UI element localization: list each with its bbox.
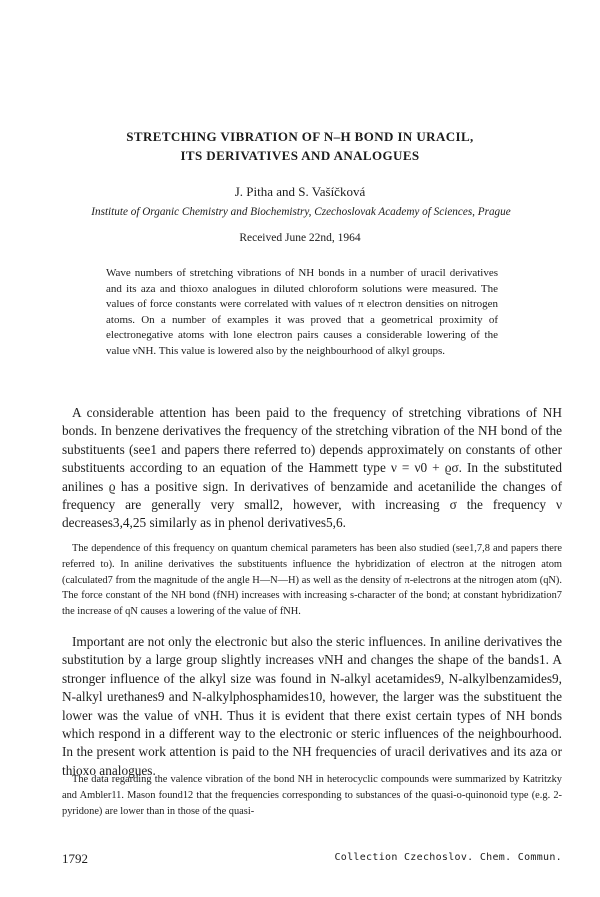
paragraph-2: The dependence of this frequency on quantum chemical parameters has been also studied (see1,7,8 and papers there referred to). In aniline derivatives the substituents influence the hybridization of electron at the nitrogen atom (calculated7 from the magnitude of the angle H—N—H) as well as the density of π-electrons at the nitrogen atom (qN). The force constant of the NH bond (fNH) increases with increasing s-character of the bond; at constant hybridization7 the increase of qN causes a lowering of the value of fNH.: [62, 543, 562, 618]
page-number: 1792: [62, 851, 88, 866]
article-title-line-2: ITS DERIVATIVES AND ANALOGUES: [180, 148, 420, 163]
institute: Institute of Organic Chemistry and Biochemistry, Czechoslovak Academy of Sciences, Prague: [91, 206, 511, 218]
journal-name: Collection Czechoslov. Chem. Commun.: [334, 852, 562, 863]
abstract: Wave numbers of stretching vibrations of NH bonds in a number of uracil derivatives and its aza and thioxo analogues in diluted chloroform solutions were measured. The values of force constants were correlated with values of π electron densities on nitrogen atoms. On a number of examples it was proved that a geometrical proximity of electronegative atoms with lone electron pairs causes a considerable lowering of the value νNH. This value is lowered also by the neighbourhood of alkyl groups.: [106, 267, 498, 357]
received-date: Received June 22nd, 1964: [239, 232, 361, 244]
paragraph-4: The data regarding the valence vibration of the bond NH in heterocyclic compounds were summarized by Katritzky and Ambler11. Mason found12 that the frequencies corresponding to substances of the quasi-o-quinonoid type (e.g. 2-pyridone) are lower than in those of the quasi-: [62, 774, 562, 817]
paragraph-1: A considerable attention has been paid to the frequency of stretching vibrations of NH bonds. In benzene derivatives the frequency of the stretching vibration of the NH bond of the substituents (see1 and papers there referred to) depends approximately on constants of other substituents according to an equation of the Hammett type ν = ν0 + ϱσ. In the substituted anilines ϱ has a positive sign. In derivatives of benzamide and acetanilide the changes of frequency are generally very small2, however, with increasing σ the frequency ν decreases3,4,25 similarly as in phenol derivatives5,6.: [62, 405, 562, 531]
authors: J. Pitha and S. Vašíčková: [234, 184, 366, 199]
article-title-line-1: STRETCHING VIBRATION OF N–H BOND IN URACIL,: [126, 129, 474, 144]
paragraph-3: Important are not only the electronic but also the steric influences. In aniline derivatives the substitution by a large group slightly increases νNH and changes the shape of the bands1. A stronger influence of the alkyl size was found in N-alkyl acetamides9, N-alkylbenzamides9, N-alkyl urethanes9 and N-alkylphosphamides10, however, the larger was the substituent the lower was the value of νNH. Thus it is evident that there exist certain types of NH bonds which respond in a different way to the electronic or steric influences of the neighbourhood. In the present work attention is paid to the NH frequencies of uracil derivatives and its aza or thioxo analogues.: [62, 634, 562, 778]
